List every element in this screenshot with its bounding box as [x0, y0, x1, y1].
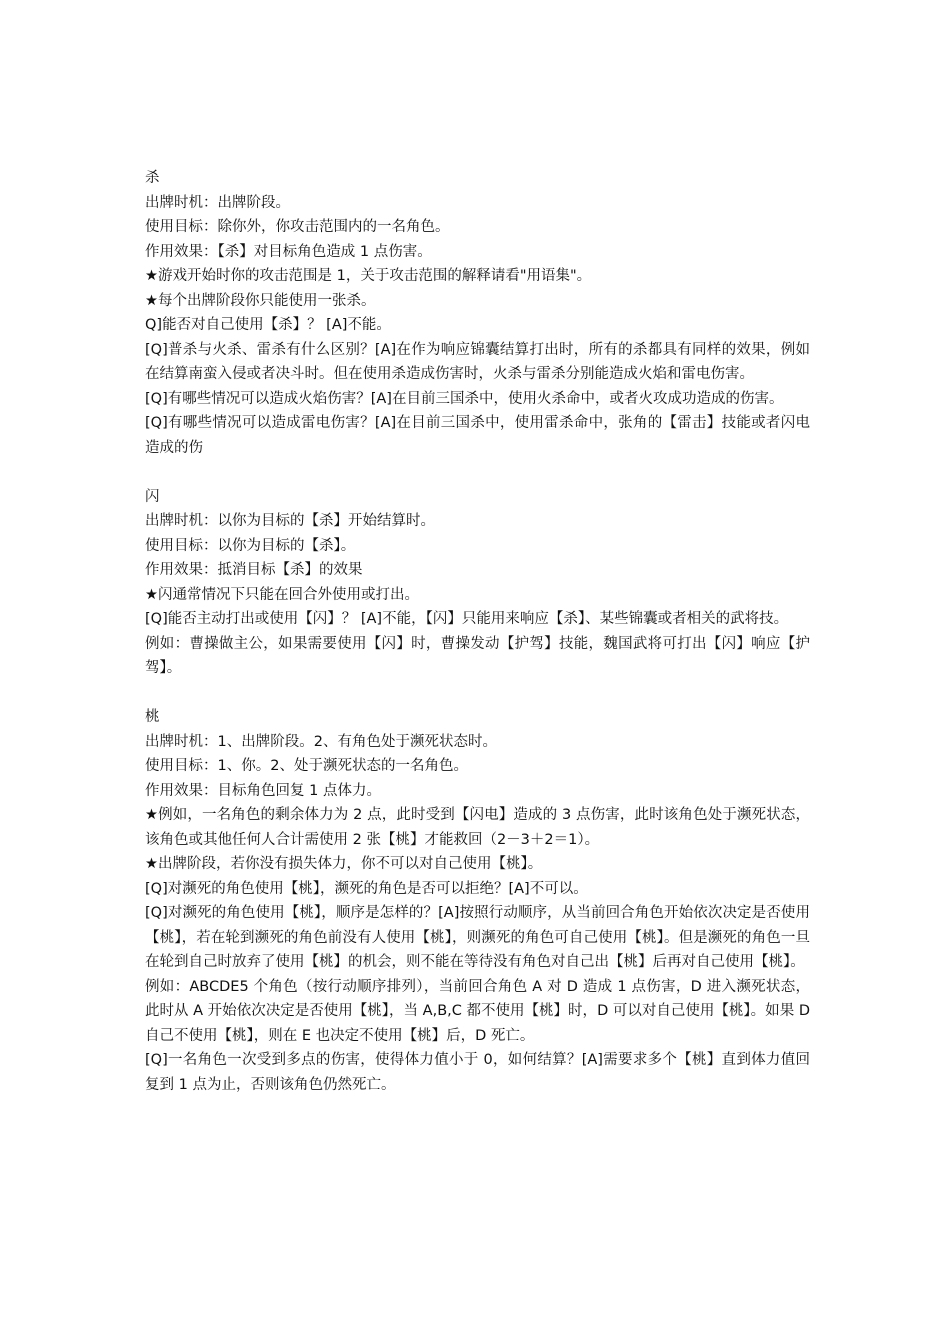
document-page [145, 166, 810, 1097]
text-line: 使用目标：除你外，你攻击范围内的一名角色。 [145, 219, 450, 235]
text-line: 出牌时机：以你为目标的【杀】开始结算时。 [145, 513, 435, 529]
text-line: [Q]对濒死的角色使用【桃】，顺序是怎样的？[A]按照行动顺序，从当前回合角色开始依次决定是否使用【桃】，若在轮到濒死的角色前没有人使用【桃】，则濒死的角色可自己使用【桃】。但是濒死的角色一旦在轮到自己时放弃了使用【桃】的机会，则不能在等待没有角色对自己出【桃】后再对自己使用【桃】。 [145, 905, 810, 970]
section-shan [145, 485, 810, 681]
text-line: ★游戏开始时你的攻击范围是 1，关于攻击范围的解释请看"用语集"。 [145, 268, 592, 284]
text-line: 出牌时机：1、出牌阶段。2、有角色处于濒死状态时。 [145, 733, 497, 750]
text-line: ★闪通常情况下只能在回合外使用或打出。 [145, 586, 419, 603]
text-line: ★每个出牌阶段你只能使用一张杀。 [145, 292, 376, 309]
text-line: ★例如，一名角色的剩余体力为 2 点，此时受到【闪电】造成的 3 点伤害，此时该角色处于濒死状态，该角色或其他任何人合计需使用 2 张【桃】才能救回（2－3＋2＝1）。 [145, 807, 810, 848]
text-line: ★出牌阶段，若你没有损失体力，你不可以对自己使用【桃】。 [145, 856, 543, 872]
text-line: 出牌时机：出牌阶段。 [145, 194, 290, 211]
text-line: 作用效果：抵消目标【杀】的效果 [145, 562, 363, 578]
text-line: 作用效果：目标角色回复 1 点体力。 [145, 782, 381, 799]
text-line: 使用目标：1、你。2、处于濒死状态的一名角色。 [145, 758, 468, 774]
text-line: 作用效果：【杀】对目标角色造成 1 点伤害。 [145, 243, 432, 260]
text-line: [Q]普杀与火杀、雷杀有什么区别？[A]在作为响应锦囊结算打出时，所有的杀都具有同样的效果，例如在结算南蛮入侵或者决斗时。但在使用杀造成伤害时，火杀与雷杀分别能造成火焰和雷电伤害。 [145, 341, 810, 382]
text-line: [Q]有哪些情况可以造成雷电伤害？[A]在目前三国杀中，使用雷杀命中，张角的【雷击】技能或者闪电造成的伤 [145, 415, 810, 456]
text-line: Q]能否对自己使用【杀】？ [A]不能。 [145, 317, 391, 333]
section-title: 桃 [145, 709, 160, 725]
text-line: 例如：ABCDE5 个角色（按行动顺序排列），当前回合角色 A 对 D 造成 1 点伤害，D 进入濒死状态，此时从 A 开始依次决定是否使用【桃】，当 A,B,C 都不使用【桃】时，D 可以对自己使用【桃】。如果 D 自己不使用【桃】，则在 E 也决定不使用【桃】后，D 死亡。 [145, 978, 810, 1044]
section-title: 闪 [145, 488, 160, 505]
text-line: [Q]对濒死的角色使用【桃】，濒死的角色是否可以拒绝？[A]不可以。 [145, 880, 588, 897]
text-line: [Q]能否主动打出或使用【闪】？ [A]不能，【闪】只能用来响应【杀】、某些锦囊或者相关的武将技。 [145, 611, 789, 627]
text-line: 例如：曹操做主公，如果需要使用【闪】时，曹操发动【护驾】技能，魏国武将可打出【闪】响应【护驾】。 [145, 635, 810, 676]
section-title: 杀 [145, 170, 160, 186]
text-line: 使用目标：以你为目标的【杀】。 [145, 537, 356, 554]
section-tao [145, 705, 810, 1097]
text-line: [Q]有哪些情况可以造成火焰伤害？[A]在目前三国杀中，使用火杀命中，或者火攻成功造成的伤害。 [145, 390, 784, 407]
section-sha [145, 166, 810, 460]
text-line: [Q]一名角色一次受到多点的伤害，使得体力值小于 0，如何结算？[A]需要求多个【桃】直到体力值回复到 1 点为止，否则该角色仍然死亡。 [145, 1052, 810, 1093]
